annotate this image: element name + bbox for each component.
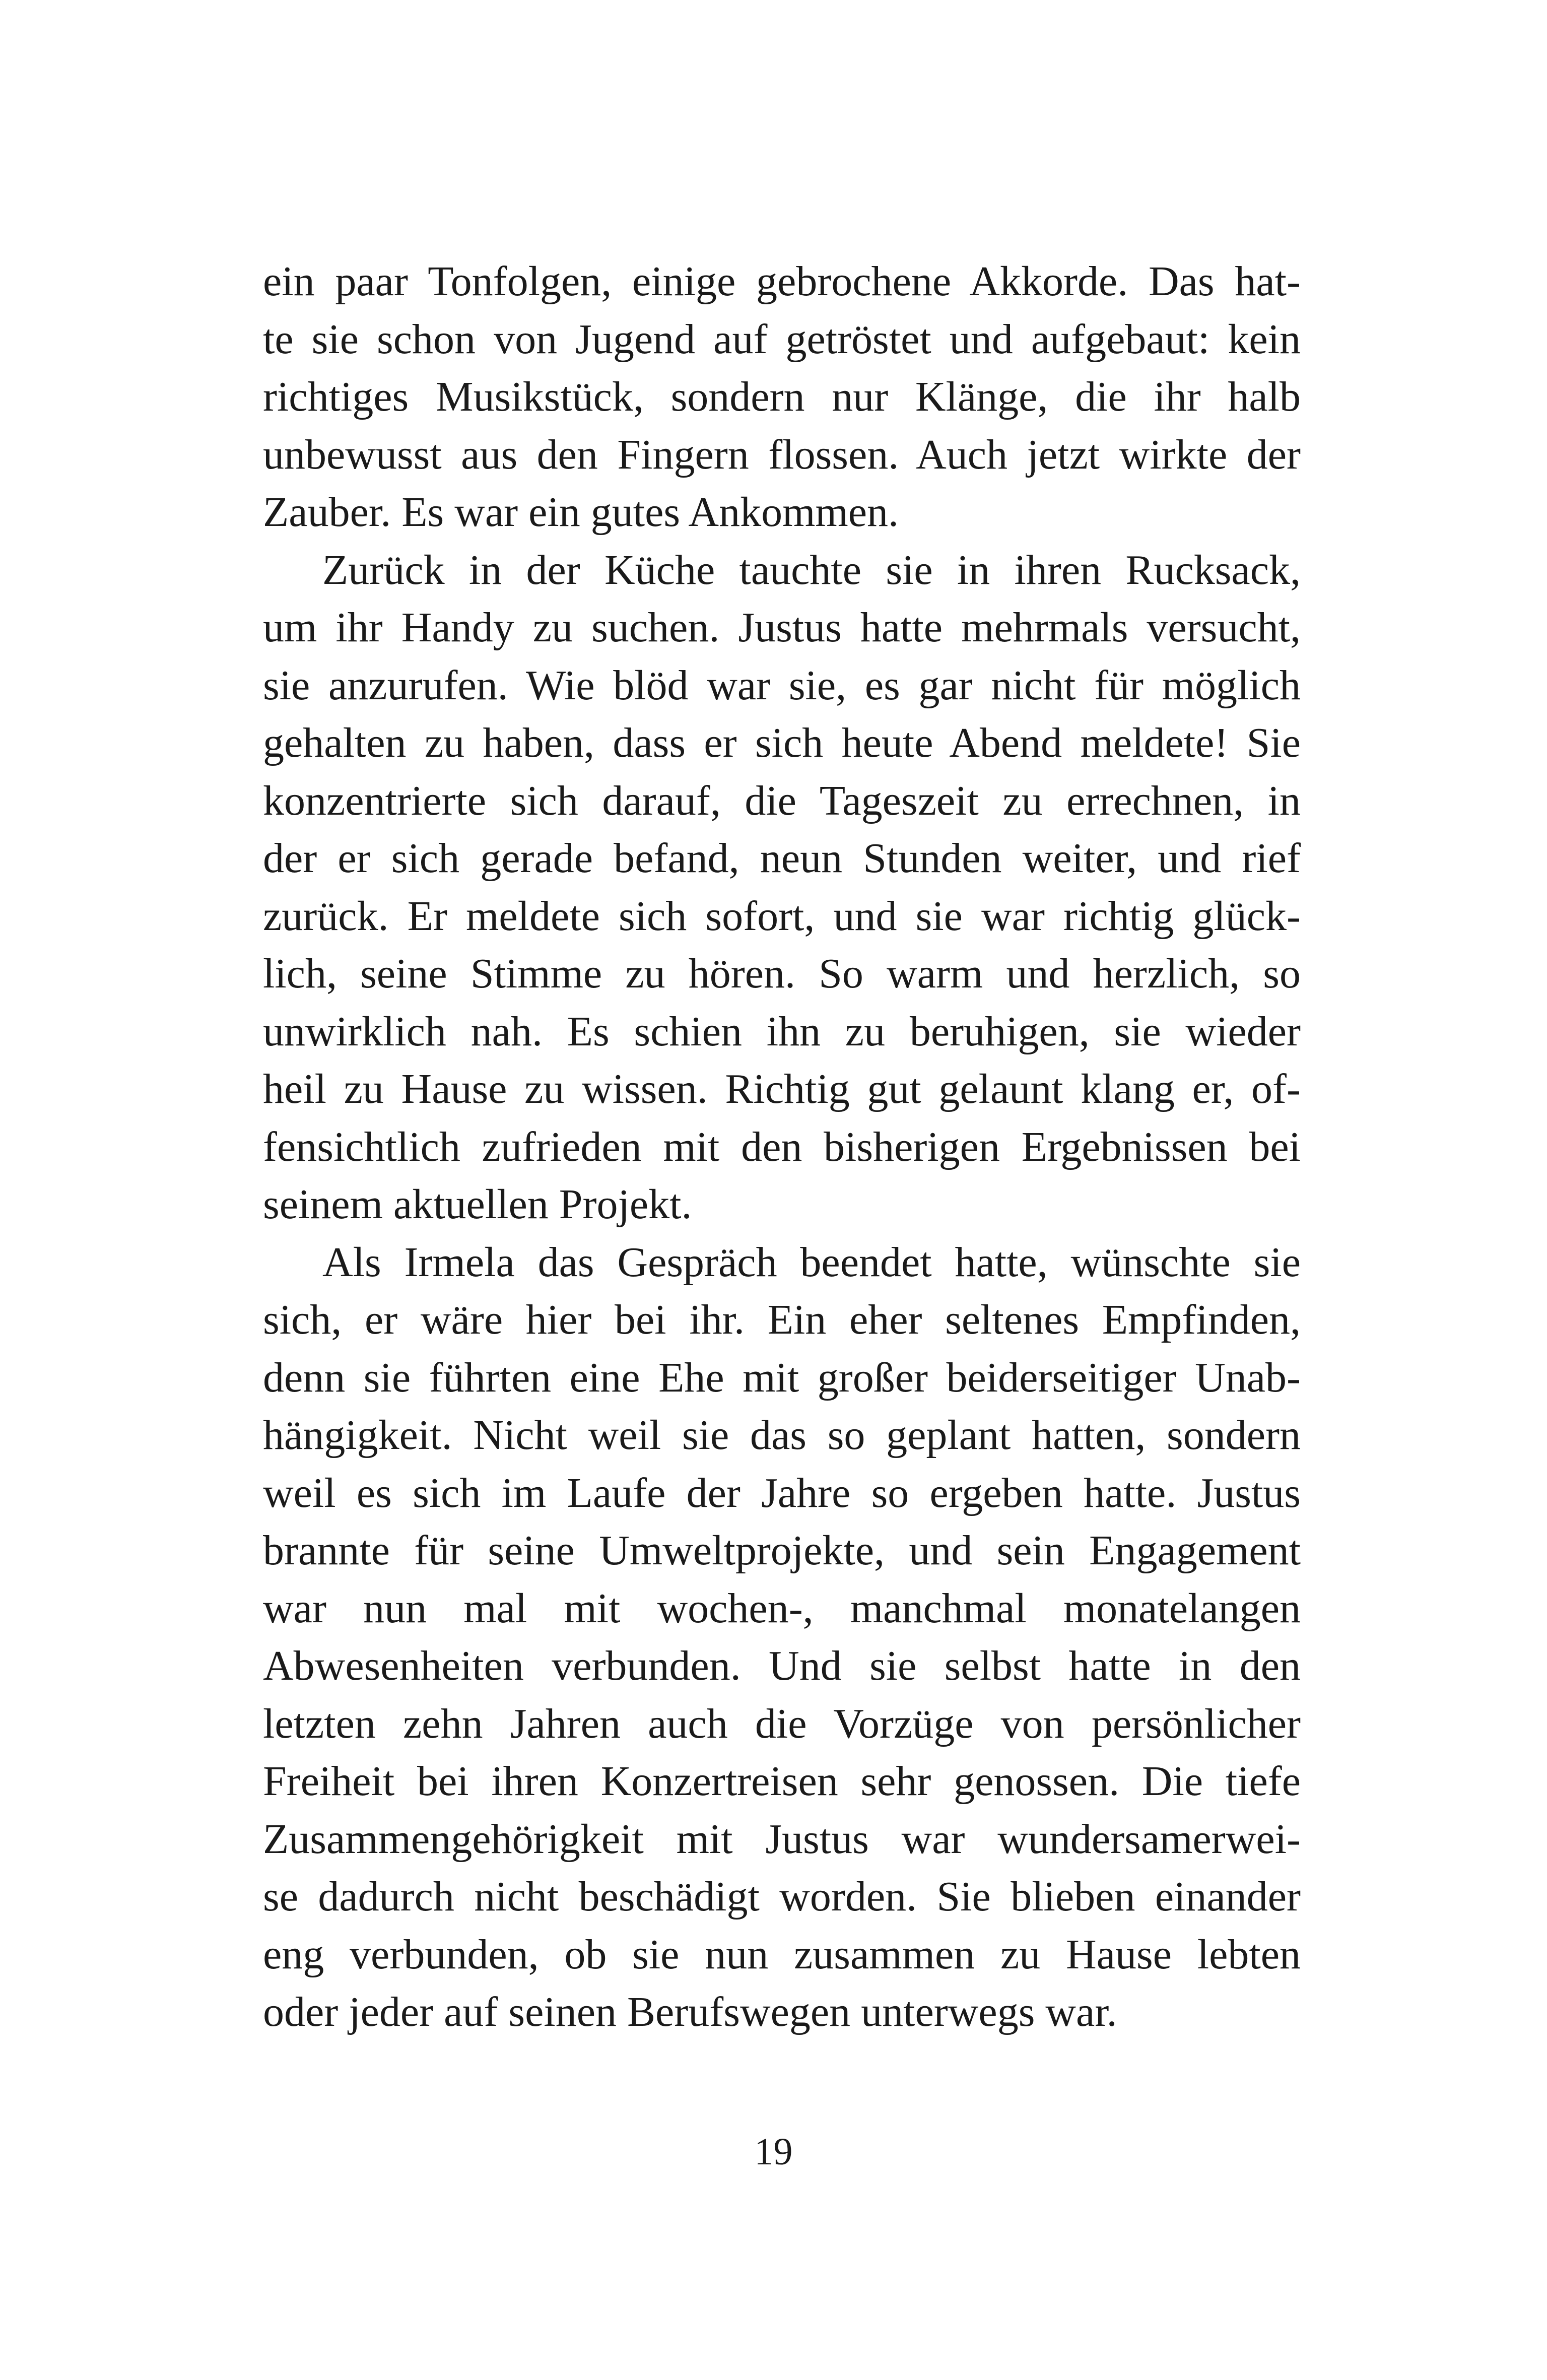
text-line: heil zu Hause zu wissen. Richtig gut gelaunt klang er, of-	[263, 1066, 1301, 1112]
text-line: zurück. Er meldete sich sofort, und sie war richtig glück-	[263, 892, 1301, 940]
text-line: unwirklich nah. Es schien ihn zu beruhigen, sie wieder	[263, 1008, 1301, 1055]
text-line: Zurück in der Küche tauchte sie in ihren Rucksack,	[322, 546, 1301, 593]
text-line: denn sie führten eine Ehe mit großer beiderseitiger Unab-	[263, 1354, 1301, 1401]
text-line: Freiheit bei ihren Konzertreisen sehr genossen. Die tiefe	[263, 1758, 1301, 1805]
text-line: oder jeder auf seinen Berufswegen unterwegs war.	[263, 1989, 1117, 2035]
paragraph	[263, 542, 1301, 1234]
body-text	[263, 253, 1301, 2041]
text-line: eng verbunden, ob sie nun zusammen zu Hause lebten	[263, 1931, 1301, 1978]
text-line: Zauber. Es war ein gutes Ankommen.	[263, 489, 899, 536]
text-line: ein paar Tonfolgen, einige gebrochene Akkorde. Das hat-	[263, 258, 1301, 305]
text-line: um ihr Handy zu suchen. Justus hatte mehrmals versucht,	[263, 604, 1301, 651]
page-number: 19	[754, 2131, 793, 2173]
text-line: weil es sich im Laufe der Jahre so ergeben hatte. Justus	[263, 1469, 1301, 1516]
text-line: se dadurch nicht beschädigt worden. Sie blieben einander	[263, 1873, 1301, 1920]
text-line: seinem aktuellen Projekt.	[263, 1181, 692, 1228]
text-line: brannte für seine Umweltprojekte, und sein Engagement	[263, 1527, 1301, 1574]
text-line: Zusammengehörigkeit mit Justus war wundersamerwei-	[263, 1815, 1301, 1863]
text-line: te sie schon von Jugend auf getröstet und aufgebaut: kein	[263, 315, 1301, 363]
text-line: lich, seine Stimme zu hören. So warm und herzlich, so	[263, 950, 1301, 997]
text-line: richtiges Musikstück, sondern nur Klänge, die ihr halb	[263, 373, 1301, 420]
text-line: sie anzurufen. Wie blöd war sie, es gar nicht für möglich	[263, 662, 1301, 709]
paragraph	[263, 253, 1301, 542]
text-line: fensichtlich zufrieden mit den bisherigen Ergebnissen bei	[263, 1123, 1301, 1170]
text-line: war nun mal mit wochen-, manchmal monatelangen	[263, 1584, 1301, 1632]
text-line: konzentrierte sich darauf, die Tageszeit zu errechnen, in	[263, 777, 1301, 824]
text-line: der er sich gerade befand, neun Stunden weiter, und rief	[263, 835, 1301, 882]
paragraph	[263, 1234, 1301, 2041]
text-line: letzten zehn Jahren auch die Vorzüge von persönlicher	[263, 1700, 1301, 1747]
text-line: gehalten zu haben, dass er sich heute Abend meldete! Sie	[263, 719, 1301, 766]
text-line: hängigkeit. Nicht weil sie das so geplant hatten, sondern	[263, 1412, 1301, 1459]
text-line: Als Irmela das Gespräch beendet hatte, wünschte sie	[322, 1238, 1301, 1286]
text-line: sich, er wäre hier bei ihr. Ein eher seltenes Empfinden,	[263, 1296, 1301, 1343]
text-line: Abwesenheiten verbunden. Und sie selbst hatte in den	[263, 1642, 1301, 1689]
text-line: unbewusst aus den Fingern flossen. Auch jetzt wirkte der	[263, 431, 1301, 478]
